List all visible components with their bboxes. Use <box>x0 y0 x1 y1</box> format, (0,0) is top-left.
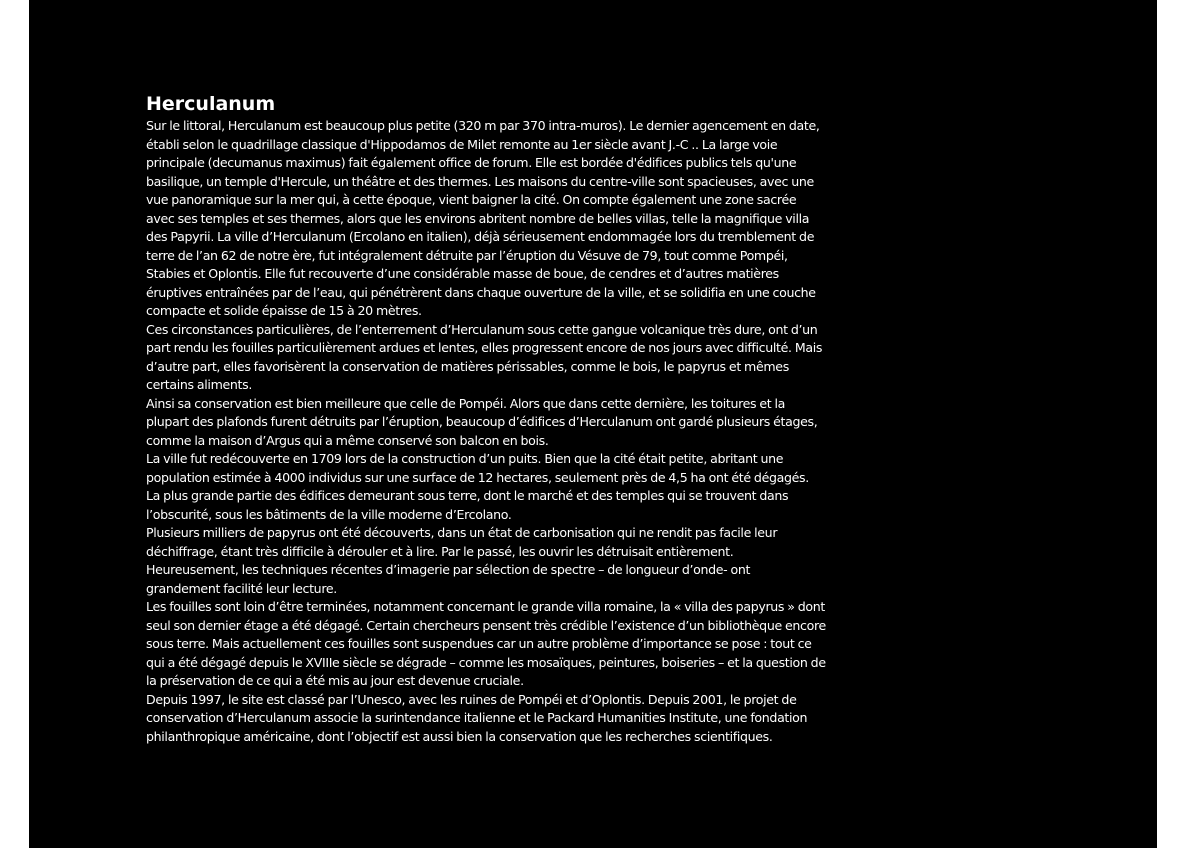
paragraph-4: La ville fut redécouverte en 1709 lors de la construction d’un puits. Bien que la cité était petite, abritant une population estimée à 4000 individus sur une surface de 12 hectares, seulement près de 4,5 ha ont été dégagés. La plus grande partie des édifices demeurant sous terre, dont le marché et des temples qui se trouvent dans l’obscurité, sous les bâtiments de la ville moderne d’Ercolano. <box>146 451 809 522</box>
paragraph-5: Plusieurs milliers de papyrus ont été découverts, dans un état de carbonisation qui ne rendit pas facile leur déchiffrage, étant très difficile à dérouler et à lire. Par le passé, les ouvrir les détruisait entièrement. Heureusement, les techniques récentes d’imagerie par sélection de spectre – de longueur d’onde- ont grandement facilité leur lecture. <box>146 525 778 596</box>
paragraph-1: Sur le littoral, Herculanum est beaucoup plus petite (320 m par 370 intra-muros). Le dernier agencement en date, établi selon le quadrillage classique d'Hippodamos de Milet remonte au 1er siècle avant J.-C .. La large voie principale (decumanus maximus) fait également office de forum. Elle est bordée d'édifices publics tels qu'une basilique, un temple d'Hercule, un théâtre et des thermes. Les maisons du centre-ville sont spacieuses, avec une vue panoramique sur la mer qui, à cette époque, vient baigner la cité. On compte également une zone sacrée avec ses temples et ses thermes, alors que les environs abritent nombre de belles villas, telle la magnifique villa des Papyrii. La ville d’Herculanum (Ercolano en italien), déjà sérieusement endommagée lors du tremblement de terre de l’an 62 de notre ère, fut intégralement détruite par l’éruption du Vésuve de 79, tout comme Pompéi, Stabies et Oplontis. Elle fut recouverte d’une considérable masse de boue, de cendres et d’autres matières éruptives entraînées par de l’eau, qui pénétrèrent dans chaque ouverture de la ville, et se solidifia en une couche compacte et solide épaisse de 15 à 20 mètres. <box>146 118 820 318</box>
page-title: Herculanum <box>146 93 276 115</box>
paragraph-6: Les fouilles sont loin d’être terminées, notamment concernant le grande villa romaine, la « villa des papyrus » dont seul son dernier étage a été dégagé. Certain chercheurs pensent très crédible l’existence d’un bibliothèque encore sous terre. Mais actuellement ces fouilles sont suspendues car un autre problème d’importance se pose : tout ce qui a été dégagé depuis le XVIIIe siècle se dégrade – comme les mosaïques, peintures, boiseries – et la question de la préservation de ce qui a été mis au jour est devenue cruciale. <box>146 599 826 688</box>
paragraph-3: Ainsi sa conservation est bien meilleure que celle de Pompéi. Alors que dans cette dernière, les toitures et la plupart des plafonds furent détruits par l’éruption, beaucoup d’édifices d’Herculanum ont gardé plusieurs étages, comme la maison d’Argus qui a même conservé son balcon en bois. <box>146 395 818 448</box>
document-body <box>146 91 826 746</box>
paragraph-2: Ces circonstances particulières, de l’enterrement d’Herculanum sous cette gangue volcanique très dure, ont d’un part rendu les fouilles particulièrement ardues et lentes, elles progressent encore de nos jours avec difficulté. Mais d’autre part, elles favorisèrent la conservation de matières périssables, comme le bois, le papyrus et mêmes certains aliments. <box>146 321 823 392</box>
slide <box>29 0 1157 848</box>
paragraph-7: Depuis 1997, le site est classé par l’Unesco, avec les ruines de Pompéi et d’Oplontis. Depuis 2001, le projet de conservation d’Herculanum associe la surintendance italienne et le Packard Humanities Institute, une fondation philanthropique américaine, dont l’objectif est aussi bien la conservation que les recherches scientifiques. <box>146 691 808 744</box>
